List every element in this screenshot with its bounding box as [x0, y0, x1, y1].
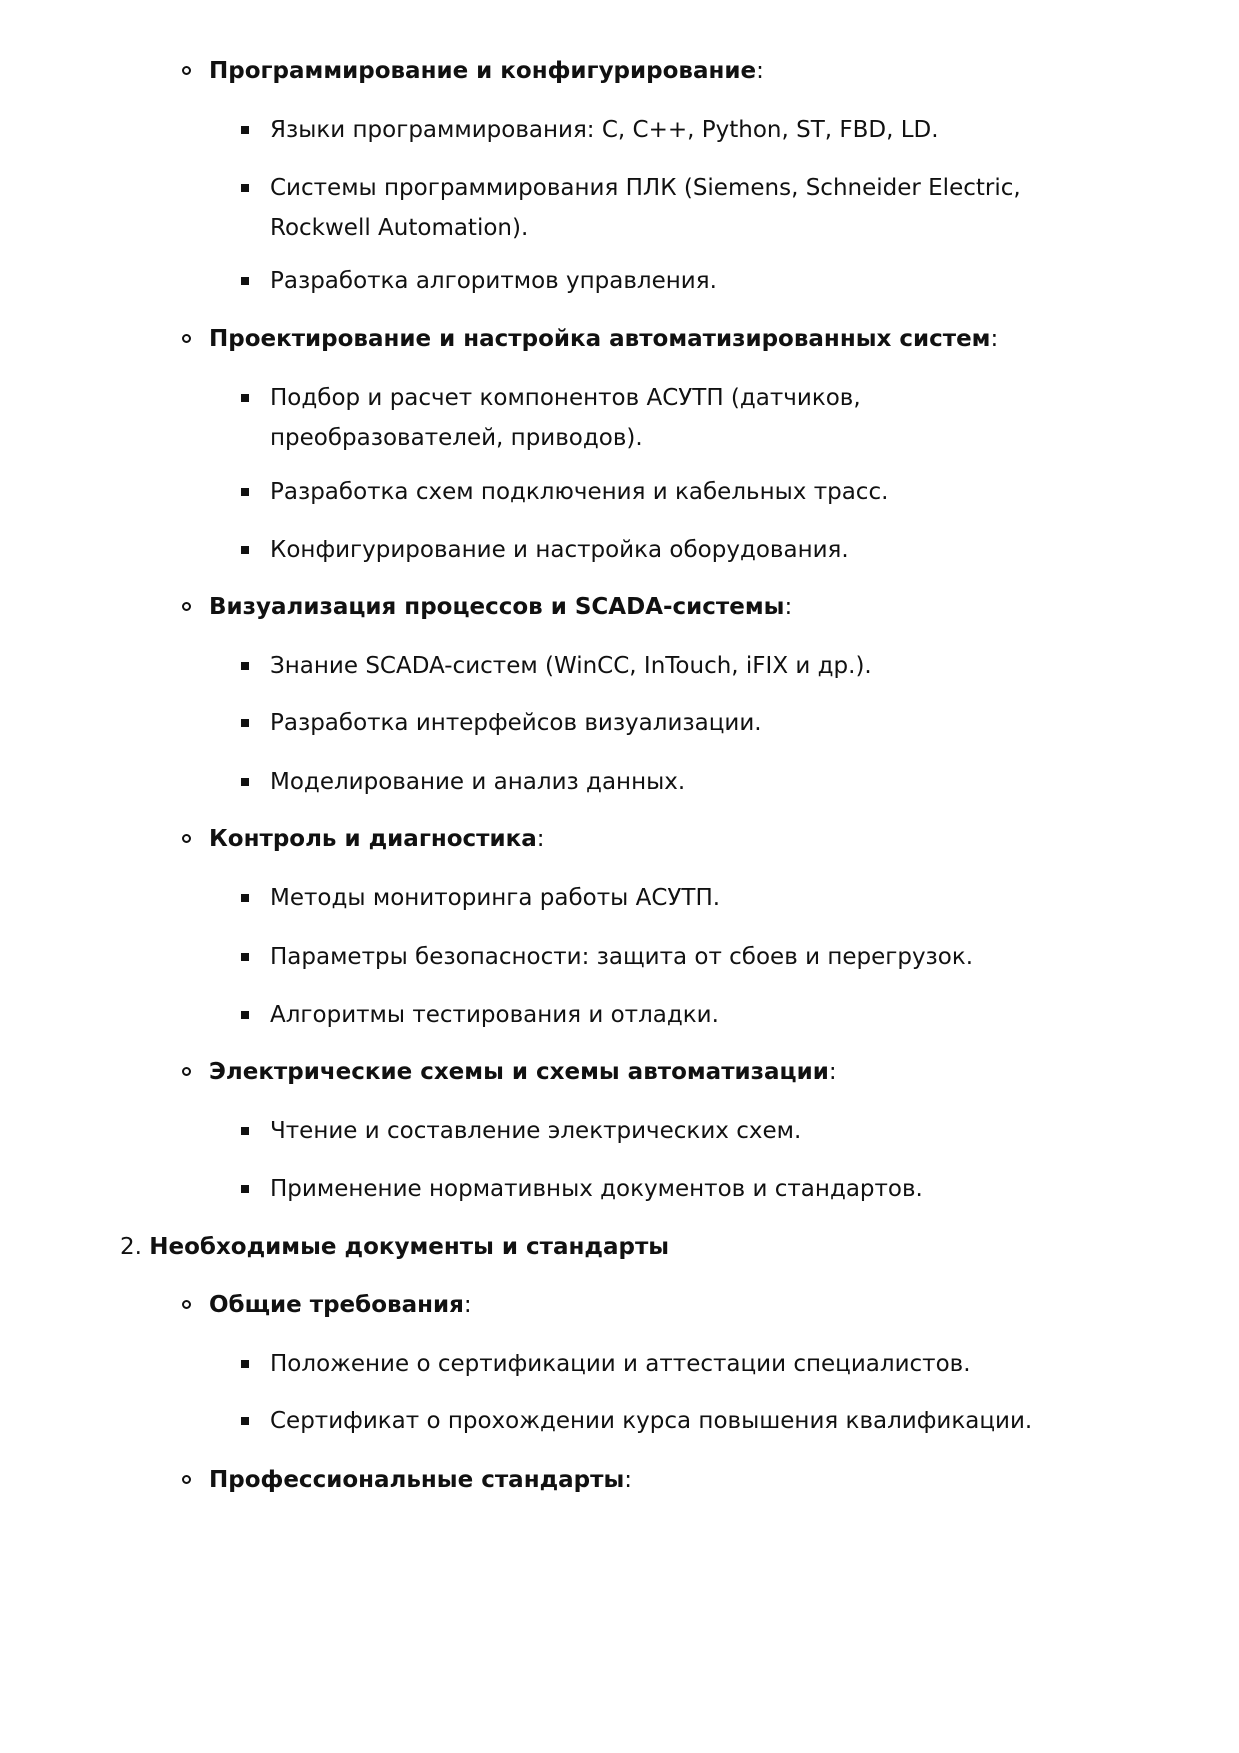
list-item-text: Положение о сертификации и аттестации специалистов.	[270, 1351, 971, 1377]
list-item	[270, 110, 1100, 150]
colon: :	[828, 1059, 837, 1085]
list-item	[270, 378, 1100, 458]
list-item-text: Алгоритмы тестирования и отладки.	[270, 1002, 719, 1028]
square-bullet-icon	[241, 778, 249, 786]
colon: :	[463, 1292, 472, 1318]
list-item-text: Знание SCADA-систем (WinCC, InTouch, iFIX и др.).	[270, 653, 872, 679]
square-bullet-icon	[241, 1360, 249, 1368]
list-item-text: Параметры безопасности: защита от сбоев и перегрузок.	[270, 944, 974, 970]
square-bullet-icon	[241, 488, 249, 496]
circle-bullet-icon	[182, 1300, 191, 1309]
subsection-title: Электрические схемы и схемы автоматизации	[209, 1059, 829, 1085]
list-item-text: Методы мониторинга работы АСУТП.	[270, 885, 721, 911]
circle-bullet-icon	[182, 602, 191, 611]
list-item	[270, 1401, 1100, 1441]
list-item	[270, 762, 1100, 802]
list-item	[270, 261, 1100, 301]
list-item	[270, 1111, 1100, 1151]
square-bullet-icon	[241, 662, 249, 670]
subsection-title: Контроль и диагностика	[209, 826, 537, 852]
subsection-title: Визуализация процессов и SCADA-системы	[209, 594, 785, 620]
list-item-text: Разработка алгоритмов управления.	[270, 268, 717, 294]
list-item-text: Моделирование и анализ данных.	[270, 769, 686, 795]
circle-bullet-icon	[182, 1067, 191, 1076]
colon: :	[990, 326, 999, 352]
list-item	[270, 530, 1100, 570]
subsection-title: Программирование и конфигурирование	[209, 58, 757, 84]
list-item-text: Языки программирования: C, C++, Python, ST, FBD, LD.	[270, 117, 939, 143]
list-item-text: Разработка схем подключения и кабельных трасс.	[270, 479, 889, 505]
section-title: Необходимые документы и стандарты	[149, 1234, 670, 1260]
circle-bullet-icon	[182, 1475, 191, 1484]
square-bullet-icon	[241, 719, 249, 727]
circle-bullet-icon	[182, 334, 191, 343]
subsection-heading	[209, 1285, 472, 1325]
colon: :	[756, 58, 764, 84]
square-bullet-icon	[241, 277, 249, 285]
square-bullet-icon	[241, 1417, 249, 1425]
list-item-text: Чтение и составление электрических схем.	[270, 1118, 802, 1144]
subsection-heading	[209, 819, 545, 859]
circle-bullet-icon	[182, 66, 191, 75]
list-item	[270, 937, 1100, 977]
list-number: 2.	[120, 1234, 142, 1260]
square-bullet-icon	[241, 394, 249, 402]
square-bullet-icon	[241, 894, 249, 902]
list-item-text: Подбор и расчет компонентов АСУТП (датчиков, преобразователей, приводов).	[270, 385, 861, 451]
colon: :	[536, 826, 545, 852]
subsection-heading	[209, 1460, 632, 1500]
subsection-heading	[209, 1052, 837, 1092]
list-item-text: Применение нормативных документов и стандартов.	[270, 1176, 923, 1202]
list-item-text: Сертификат о прохождении курса повышения квалификации.	[270, 1408, 1033, 1434]
square-bullet-icon	[241, 126, 249, 134]
list-item	[270, 703, 1100, 743]
square-bullet-icon	[241, 184, 249, 192]
list-item-text: Разработка интерфейсов визуализации.	[270, 710, 762, 736]
square-bullet-icon	[241, 1127, 249, 1135]
list-item	[270, 995, 1100, 1035]
list-item-text: Конфигурирование и настройка оборудования.	[270, 537, 849, 563]
colon: :	[624, 1467, 633, 1493]
subsection-title: Проектирование и настройка автоматизированных систем	[209, 326, 991, 352]
square-bullet-icon	[241, 1185, 249, 1193]
list-item	[270, 878, 1100, 918]
colon: :	[784, 594, 793, 620]
list-item-text: Системы программирования ПЛК (Siemens, Schneider Electric, Rockwell Automation).	[270, 175, 1021, 241]
numbered-heading	[120, 1227, 669, 1267]
subsection-title: Общие требования	[209, 1292, 464, 1318]
square-bullet-icon	[241, 953, 249, 961]
subsection-heading	[209, 587, 792, 627]
list-item	[270, 646, 1100, 686]
list-item	[270, 1344, 1100, 1384]
circle-bullet-icon	[182, 834, 191, 843]
square-bullet-icon	[241, 1011, 249, 1019]
subsection-heading	[209, 319, 998, 359]
list-item	[270, 472, 1100, 512]
list-item	[270, 168, 1100, 248]
subsection-heading	[209, 51, 764, 91]
subsection-title: Профессиональные стандарты	[209, 1467, 625, 1493]
list-item	[270, 1169, 1100, 1209]
square-bullet-icon	[241, 546, 249, 554]
